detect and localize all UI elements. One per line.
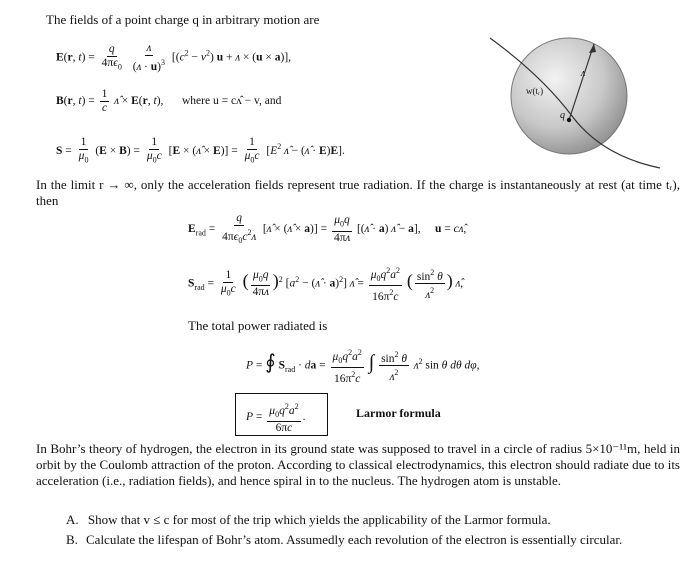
equation-S-rad: $S_{rad}$ = $\frac{1}{\mu_0c}$ ( $\frac{\mu_0q}{\text{4πᴧ}}$ )$^2$ [$a^2$ − (ᴧ̂ · a)$^2$] ᴧ̂ = $\frac{\mu_0q^2a^2}{16\pi^2c}$ ( $\frac{\sin^2 \theta}{ᴧ^2}$ ) ᴧ̂, [188, 266, 464, 303]
bohr-paragraph: In Bohr’s theory of hydrogen, the electron in its ground state was supposed to travel in a circle of radius 5×10⁻¹¹m, held in orbit by the Coulomb attraction of the proton. According to classical electrodynamics, this electron should radiate due to its acceleration (i.e., radiation fields), and hence spiral in to the nucleus. The hydrogen atom is unstable. [36, 441, 680, 488]
sphere [511, 38, 627, 154]
question-a-label: A. [66, 512, 79, 527]
intro-text: The fields of a point charge q in arbitrary motion are [46, 12, 320, 27]
larmor-label: Larmor formula [356, 406, 441, 420]
question-a-text: Show that v ≤ c for most of the trip which yields the applicability of the Larmor formula. [87, 512, 551, 527]
question-b-text: Calculate the lifespan of Bohr’s atom. Assumedly each revolution of the electron is essentially circular. [86, 532, 623, 547]
equation-B-note: where u = cᴧ̂ − v, and [182, 95, 282, 107]
equation-poynting: S = $\frac{1}{\mu_0}$ (E × B) = $\frac{1}{\mu_0c}$ [E × (ᴧ̂ × E)] = $\frac{1}{\mu_0c}$ [$E^2$ ᴧ̂ − (ᴧ̂ · E)E]. [56, 136, 345, 165]
larmor-equation: P = $\frac{\mu_0q^2a^2}{6\pi c}$ . [246, 402, 306, 435]
w-label: w(tᵣ) [526, 86, 544, 96]
question-a [66, 512, 551, 528]
charge-sphere-diagram [482, 36, 662, 174]
equation-total-power: P = ∮ $S_{rad}$ · da = $\frac{\mu_0q^2a^2}{16\pi^2c}$ ∫ $\frac{\sin^2 \theta}{ᴧ^2}$ ᴧ$^2$ sin θ dθ dφ, [246, 348, 480, 385]
total-power-text: The total power radiated is [188, 318, 328, 333]
limit-paragraph: In the limit r → ∞, only the acceleration fields represent true radiation. If the charge is instantaneously at rest (at time tᵣ), then [36, 177, 680, 208]
r-label: ᴧ [581, 68, 585, 79]
equation-E-rad: $E_{rad}$ = $\frac{q}{4\pi\epsilon_0c^2ᴧ}$ [ᴧ̂ × (ᴧ̂ × a)] = $\frac{\mu_0q}{\text{4πᴧ}}$ [(ᴧ̂ · a) ᴧ̂ − a], u = cᴧ̂, [188, 212, 467, 246]
equation-B-field: B(r, t) = $\frac{1}{c}$ ᴧ̂ × E(r, t), [56, 88, 164, 114]
charge-point [567, 118, 571, 122]
equation-E-field: E(r, t) = $\frac{q}{4\pi\epsilon_0}$ $\frac{\text{ᴧ}}{(ᴧ \cdot u)^3}$ [$(c^2 - v^2) u$ + ᴧ × (u × a)], [56, 42, 292, 73]
question-b-label: B. [66, 532, 78, 547]
q-label: q [560, 110, 565, 121]
